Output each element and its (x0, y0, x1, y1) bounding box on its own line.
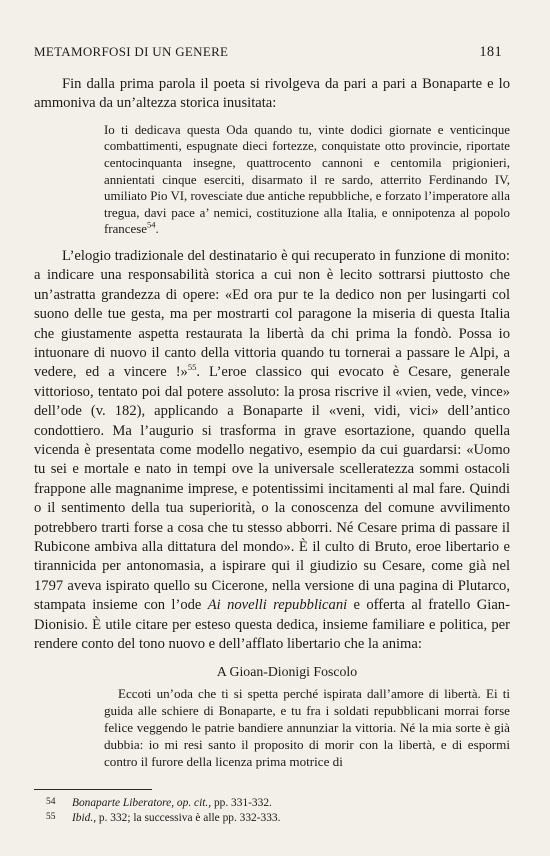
footnote-number: 54 (46, 796, 56, 807)
footnote-rule (34, 789, 152, 790)
footnote-55 (34, 811, 510, 827)
footnote-ref-55: 55 (187, 362, 197, 373)
paragraph-intro: Fin dalla prima parola il poeta si rivolgeva da pari a pari a Bonaparte e lo ammoniva da un’altezza storica inusitata: (34, 76, 510, 112)
quote-end: . (155, 222, 159, 237)
block-quote-letter: Eccoti un’oda che ti si spetta perché ispirata dall’amore di libertà. Ei ti guida alle schiere di Bonaparte, e tu fra i soldati repubblicani morrai forse felice veggendo le patrie bandiere annunziar la vittoria. Né la mia sorte è già dubbia: io mi resi santo il proposito di morir con la libertà, e di espormi contro il furore della licenza prima motrice di (104, 685, 510, 769)
running-header (34, 44, 510, 61)
footnote-rest: , pp. 331-332. (208, 796, 272, 809)
quote-text: Io ti dedicava questa Oda quando tu, vinte dodici giornate e venticinque combattimenti, espugnate dieci fortezze, conquistate otto provincie, riportate centocinquanta insegne, quattrocento cannoni e centomila prigionieri, annientati cinque eserciti, disarmato il re sardo, atterrito Ferdinando IV, umiliato Pio VI, rovesciate due antiche repubbliche, e forzato l’imperatore alla tregua, davi pace a’ nemici, costituzione alla Italia, e onnipotenza al popolo francese (104, 122, 510, 237)
footnote-ref-54: 54 (146, 220, 156, 231)
italic-title: Ai novelli repubblicani (207, 597, 348, 614)
paragraph-main-part3: e offerta al fratello Gian-Dionisio. È utile citare per esteso questa dedica, insieme familiare e politica, per rendere conto del tono nuovo e dell’afflato libertario che la anima: (34, 597, 510, 653)
dedication-heading: A Gioan-Dionigi Foscolo (216, 663, 358, 679)
footnote-text (72, 796, 510, 812)
page-number: 181 (479, 44, 502, 60)
block-quote-dedication (104, 122, 510, 238)
paragraph-main (34, 247, 510, 655)
paragraph-main-part1: L’elogio tradizionale del destinatario è qui recuperato in funzione di monito: a indicare una responsabilità storica a cui non è lecito sottrarsi piuttosto che un’astratta grandezza di opere: «Ed ora pur te la dedico non per lusingarti col suono delle tue gesta, ma per mostrarti col paragone la miseria di questa Italia che giustamente aspetta restaurata la libertà da chi prima la fondò. Possa io intuonare di nuovo il canto della vittoria quando tu tornerai a passare le Alpi, a vedere, ed a vincere !» (34, 247, 510, 381)
running-title: METAMORFOSI DI UN GENERE (34, 44, 229, 59)
paragraph-main-part2: . L’eroe classico qui evocato è Cesare, generale vittorioso, tentato poi dal potere assoluto: la prosa riscrive il «vien, vede, vince» dell’ode (v. 182), applicando a Bonaparte il «veni, vidi, vici» dell’antico condottiero. Ma l’augurio si trasforma in grave esortazione, quando quella vicenda è presentata come modello negativo, esempio da cui guardarsi: «Uomo tu sei e mortale e nato in tempi ove la universale scelleratezza sommi ostacoli frappone alle magnanime imprese, e potentissimi incitamenti al mal fare. Quindi o il sentimento della tua superiorità, o la conoscenza del comune avvilimento potrebbero trarti forse a cosa che tu stesso abborri. Né Cesare prima di passare il Rubicone ambiva alla dittatura del mondo». È il culto di Bruto, eroe libertario e tirannicida per antonomasia, a ispirare qui il giudizio su Cesare, come già nel 1797 aveva ispirato quello su Cicerone, nella versione di una pagina di Plutarco, stampata insieme con l’ode (34, 364, 510, 614)
footnote-italic: Ibid. (72, 812, 94, 824)
footnote-number: 55 (46, 812, 56, 822)
footnote-italic: Bonaparte Liberatore, op. cit. (72, 796, 209, 809)
footnote-rest: , p. 332; la successiva è alle pp. 332-333. (93, 812, 281, 824)
footnote-54 (34, 796, 510, 812)
footnote-text (72, 811, 510, 827)
